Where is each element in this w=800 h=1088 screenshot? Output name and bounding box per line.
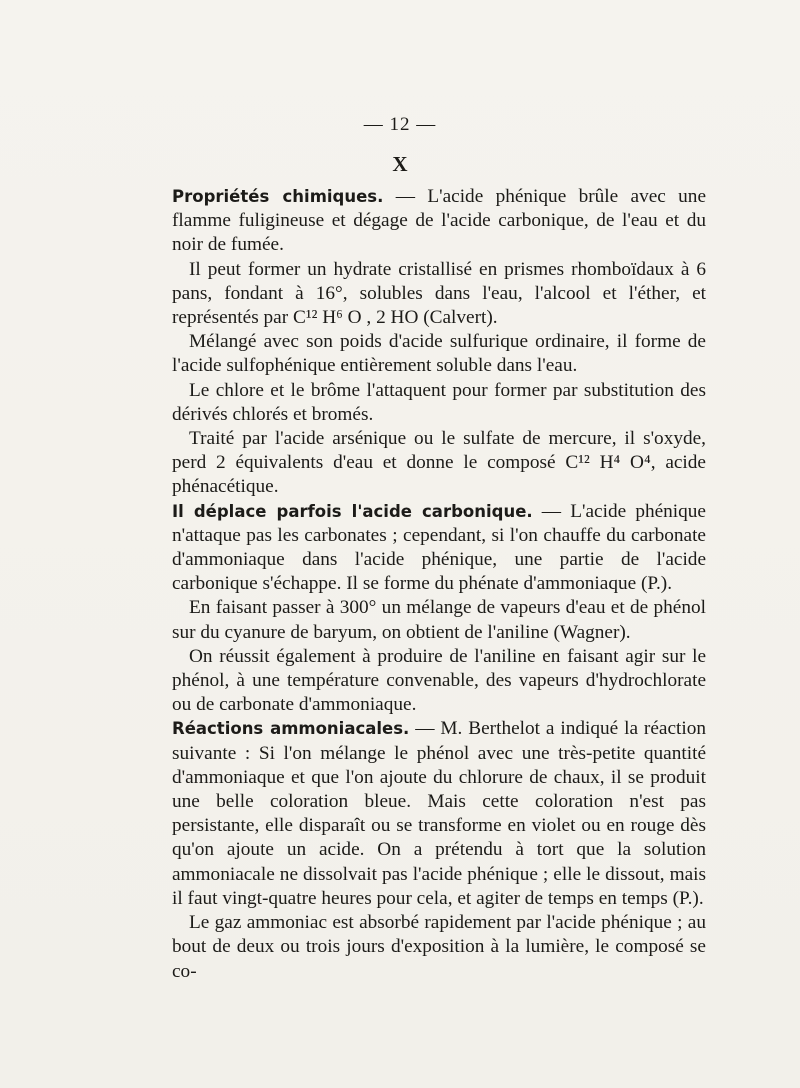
rubric: Il déplace parfois l'acide carbonique. — [172, 501, 533, 521]
paragraph-text: En faisant passer à 300° un mélange de vapeurs d'eau et de phénol sur du cyanure de baryum, on obtient de l'aniline (Wagner). — [172, 597, 706, 643]
paragraph — [172, 185, 706, 258]
paragraph-text: Le chlore et le brôme l'attaquent pour former par substitution des dérivés chlorés et bromés. — [172, 379, 706, 425]
paragraph-text: Traité par l'acide arsénique ou le sulfate de mercure, il s'oxyde, perd 2 équivalents d'eau et donne le composé C¹² H⁴ O⁴, acide phénacétique. — [172, 428, 706, 498]
paragraph-text: Le gaz ammoniac est absorbé rapidement par l'acide phénique ; au bout de deux ou trois jours d'exposition à la lumière, le composé se co- — [172, 912, 706, 982]
paragraph — [172, 596, 706, 644]
paragraph-text: — L'acide phénique n'attaque pas les carbonates ; cependant, si l'on chauffe du carbonate d'ammoniaque dans l'acide phénique, une partie de l'acide carbonique s'échappe. Il se forme du phénate d'ammoniaque (P.). — [172, 500, 706, 595]
rubric: Réactions ammoniacales. — [172, 719, 410, 739]
rubric: Propriétés chimiques. — [172, 187, 384, 206]
page-number: — 12 — — [363, 114, 437, 135]
paragraph — [172, 258, 706, 331]
paragraph-text: — M. Berthelot a indiqué la réaction suivante : Si l'on mélange le phénol avec une très-petite quantité d'ammoniaque et que l'on ajoute du chlorure de chaux, il se produit une belle coloration bleue. Mais cette coloration n'est pas persistante, elle disparaît ou se transforme en violet ou en rouge dès qu'on ajoute un acide. On a prétendu à tort que la solution ammoniacale ne dissolvait pas l'acide phénique ; elle le dissout, mais il faut vingt-quatre heures pour cela, et agiter de temps en temps (P.). — [172, 718, 706, 909]
paragraph — [172, 427, 706, 500]
paragraph — [172, 911, 706, 984]
paragraph-text: On réussit également à produire de l'aniline en faisant agir sur le phénol, à une température convenable, des vapeurs d'hydrochlorate ou de carbonate d'ammoniaque. — [172, 645, 706, 716]
paragraph — [172, 330, 706, 378]
paragraph — [172, 379, 706, 427]
paragraph-text: — L'acide phénique brûle avec une flamme fuligineuse et dégage de l'acide carbonique, de l'eau et du noir de fumée. — [172, 186, 707, 256]
paragraph — [172, 645, 706, 718]
body-text — [172, 185, 706, 984]
section-mark: X — [392, 152, 408, 176]
paragraph-text: Mélangé avec son poids d'acide sulfurique ordinaire, il forme de l'acide sulfophénique entièrement soluble dans l'eau. — [172, 331, 706, 377]
paragraph — [172, 717, 706, 911]
paragraph-text: Il peut former un hydrate cristallisé en prismes rhomboïdaux à 6 pans, fondant à 16°, solubles dans l'eau, l'alcool et l'éther, et représentés par C¹² H⁶ O , 2 HO (Calvert). — [172, 258, 706, 329]
paragraph — [172, 500, 706, 597]
